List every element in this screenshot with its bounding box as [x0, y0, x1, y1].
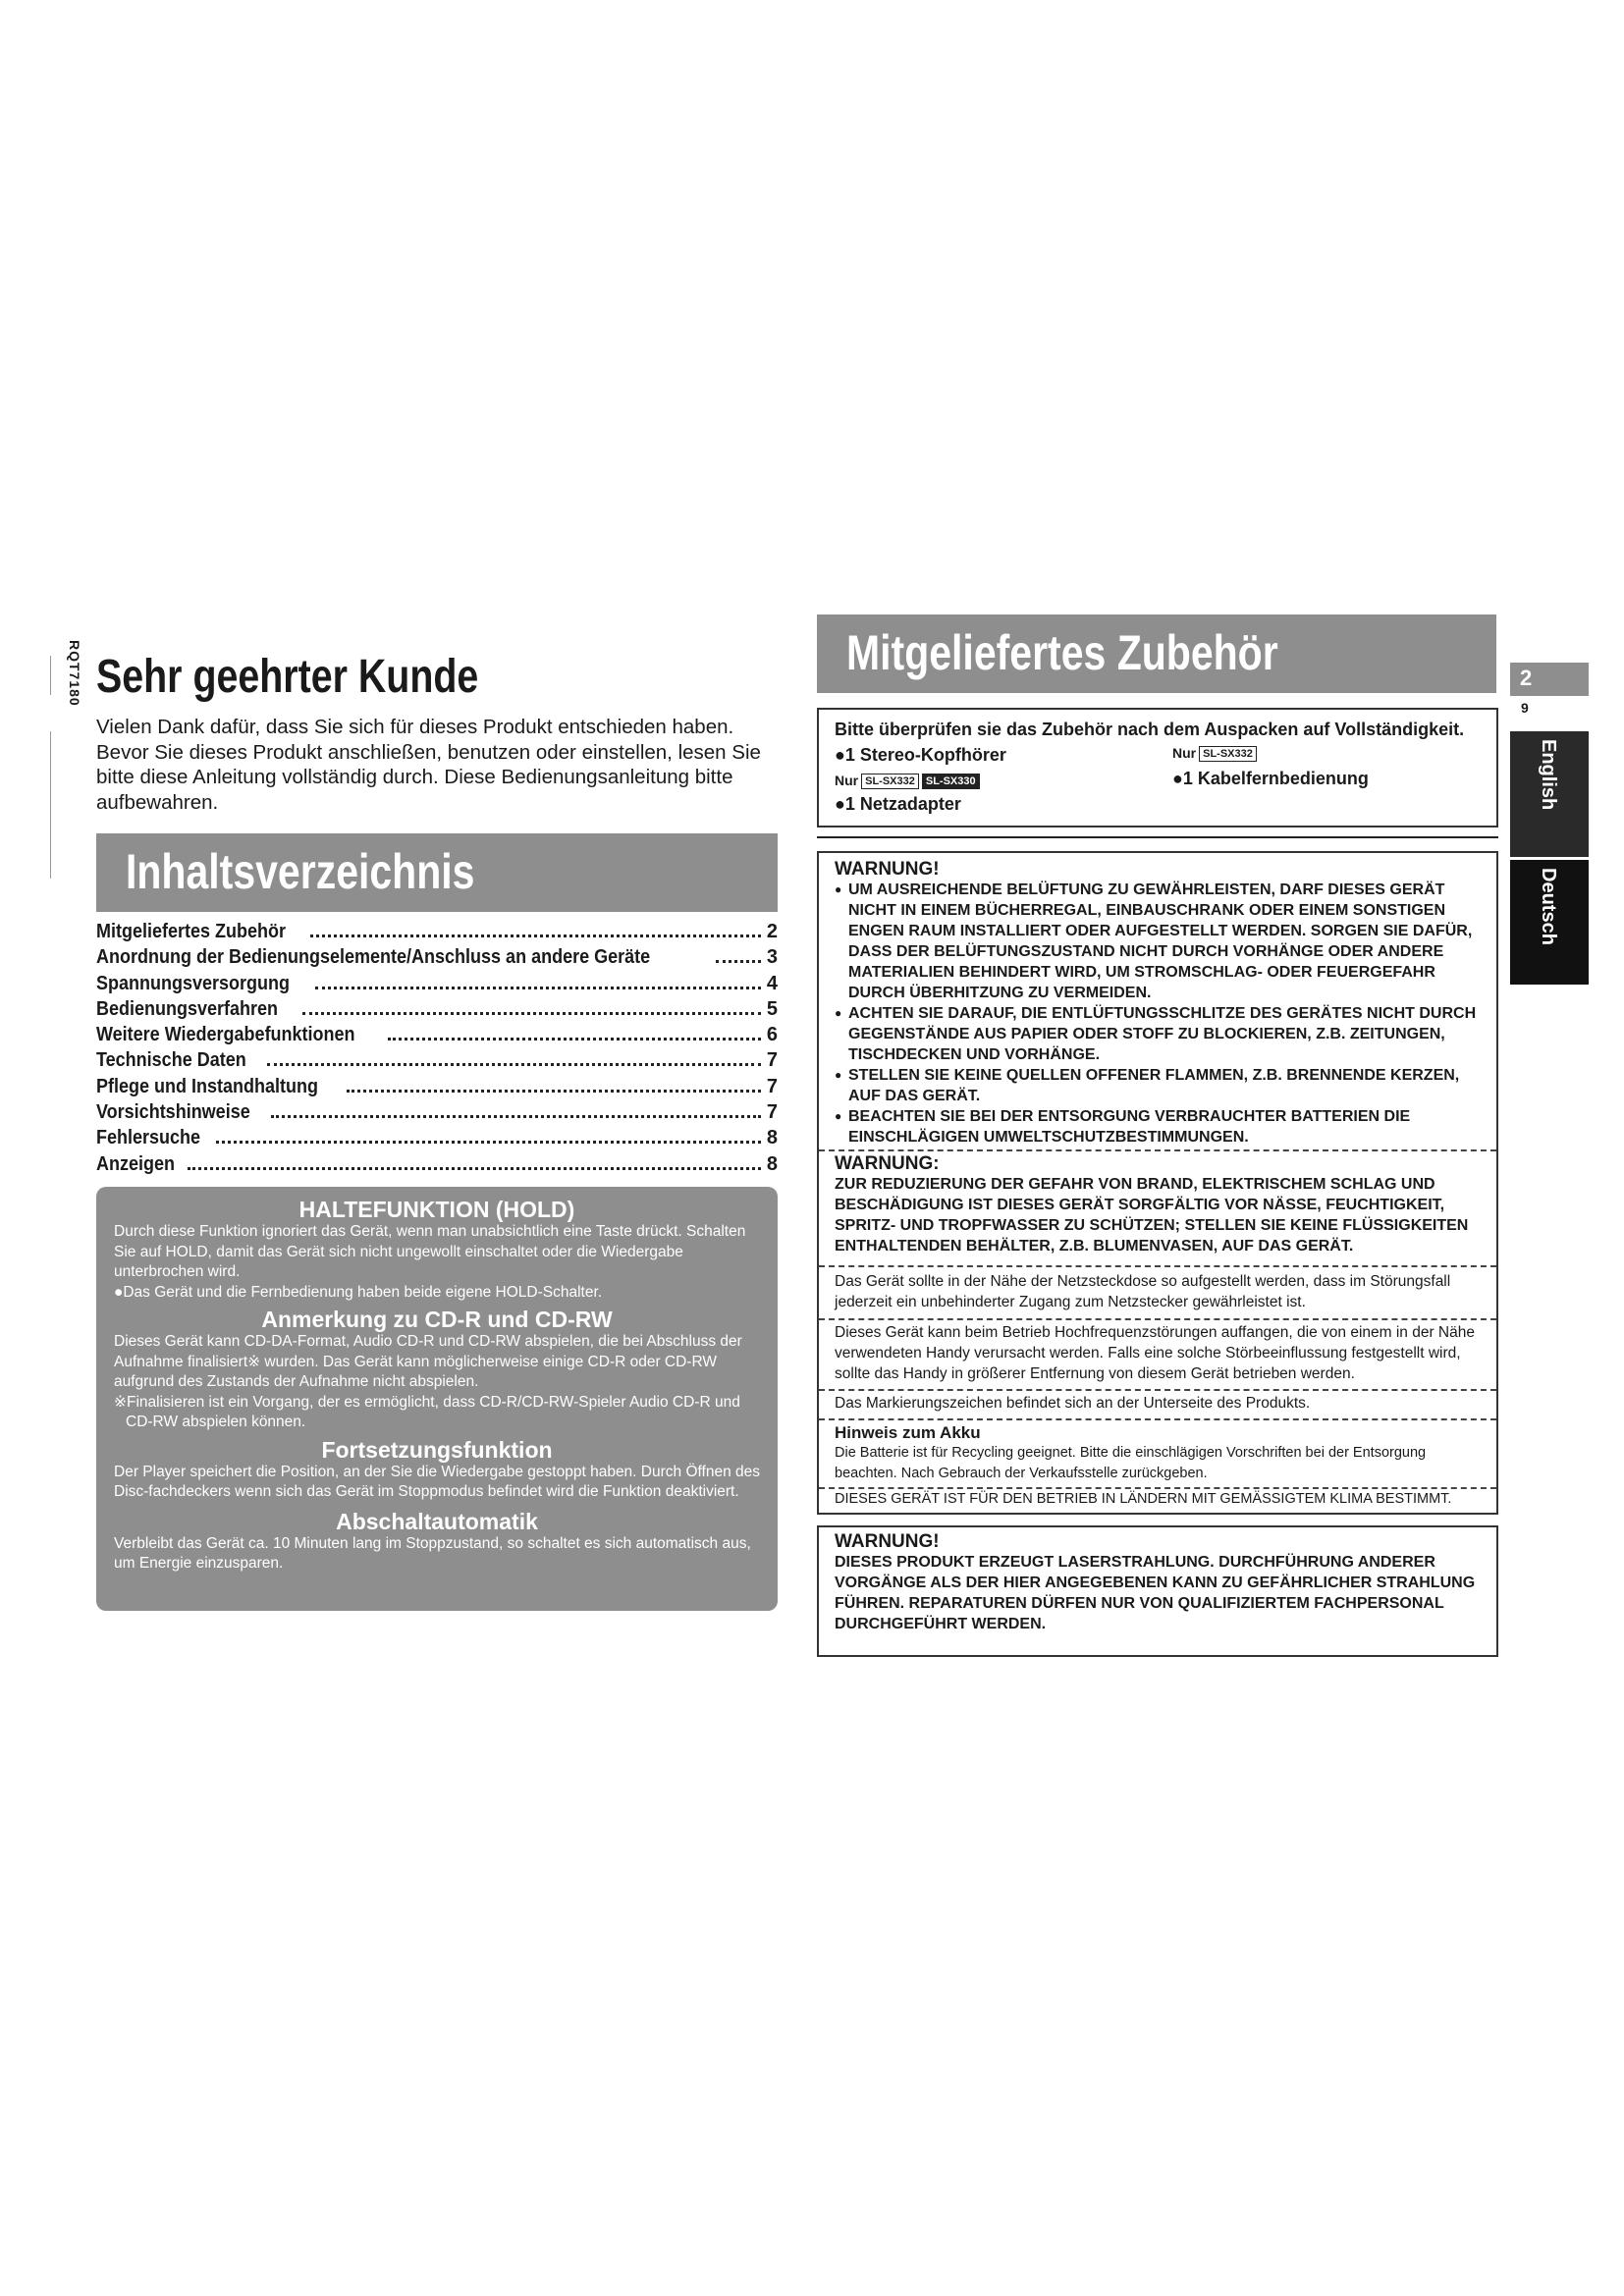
warning-item: ● STELLEN SIE KEINE QUELLEN OFFENER FLAMMEN, Z.B. BRENNENDE KERZEN, AUF DAS GERÄT.: [835, 1065, 1483, 1106]
toc-label: Spannungsversorgung: [96, 972, 291, 994]
toc-page: 8: [766, 1152, 778, 1175]
cdr-note: ※Finalisieren ist ein Vorgang, der es ermöglicht, dass CD-R/CD-RW-Spieler Audio CD-R und CD-RW abspielen können.: [114, 1393, 740, 1430]
warning-title: WARNUNG!: [835, 859, 940, 880]
toc-page: 3: [766, 946, 778, 969]
toc-row[interactable]: [96, 1024, 778, 1049]
toc-row[interactable]: [96, 1101, 778, 1127]
battery-text: Die Batterie ist für Recycling geeignet. Bitte die einschlägigen Vorschriften bei der Entsorgung beachten. Nach Gebrauch der Verkaufsstelle zurückgeben.: [835, 1445, 1427, 1481]
resume-title: Fortsetzungsfunktion: [321, 1436, 553, 1463]
warning-item: ● BEACHTEN SIE BEI DER ENTSORGUNG VERBRAUCHTER BATTERIEN DIE EINSCHLÄGIGEN UMWELTSCHUTZBESTIMMUNGEN.: [835, 1106, 1483, 1148]
page-number-tab: [1510, 663, 1589, 696]
warning-section-ventilation: [819, 859, 1496, 1151]
accessories-banner: [817, 614, 1496, 693]
document-code: RQT7180: [67, 640, 82, 707]
greeting-text: Vielen Dank dafür, dass Sie sich für dieses Produkt entschieden haben. Bevor Sie dieses Produkt anschließen, benutzen oder einstellen, lesen Sie bitte diese Anleitung vollständig durch. Diese Bedienungsanleitung bitte aufbewahren.: [96, 716, 761, 814]
tab-english[interactable]: [1510, 731, 1589, 857]
toc-banner: [96, 833, 778, 912]
warning-section-moisture: [819, 1153, 1496, 1267]
warning-title: WARNUNG:: [835, 1153, 940, 1174]
toc-page: 2: [766, 921, 778, 942]
toc-label: Vorsichtshinweise: [96, 1101, 250, 1124]
tab-deutsch[interactable]: [1510, 860, 1589, 985]
warning-item: ● ACHTEN SIE DARAUF, DIE ENTLÜFTUNGSSCHLITZE DES GERÄTES NICHT DURCH GEGENSTÄNDE AUS PAPIER ODER STOFF ZU BLOCKIEREN, Z.B. ZEITUNGEN, TISCHDECKEN UND VORHÄNGE.: [835, 1003, 1483, 1065]
battery-note: [819, 1422, 1496, 1489]
cdr-text: Dieses Gerät kann CD-DA-Format, Audio CD-R und CD-RW abspielen, die bei Abschluss der Aufnahme finalisiert※ wurden. Das Gerät kann möglicherweise einige CD-R oder CD-RW aufgrund des Zustands der Aufnahme nicht abspielen.: [114, 1333, 742, 1390]
page-number: 2: [1520, 666, 1533, 690]
table-of-contents: [96, 921, 778, 1179]
toc-label: Weitere Wiedergabefunktionen: [96, 1024, 355, 1046]
warning-text: ZUR REDUZIERUNG DER GEFAHR VON BRAND, ELEKTRISCHEM SCHLAG UND BESCHÄDIGUNG IST DIESES GERÄT SORGFÄLTIG VOR NÄSSE, FEUCHTIGKEIT, SPRITZ- UND TROPFWASSER ZU SCHÜTZEN; STELLEN SIE KEINE FLÜSSIGKEITEN ENTHALTENDEN BEHÄLTER, Z.B. BLUMENVASEN, AUF DAS GERÄT.: [835, 1176, 1469, 1255]
toc-row[interactable]: [96, 973, 778, 998]
toc-label: Mitgeliefertes Zubehör: [96, 921, 287, 942]
toc-label: Bedienungsverfahren: [96, 997, 279, 1020]
accessories-box: [817, 708, 1498, 828]
model-badge: SL-SX332: [861, 774, 919, 789]
note-text: Dieses Gerät kann beim Betrieb Hochfrequenzstörungen auffangen, die von einem in der Nähe verwendeten Handy verursacht werden. Falls eine solche Störbeeinflussung festgestellt wird, sollte das Handy in größerer Entfernung von diesem Gerät betrieben werden.: [835, 1324, 1475, 1382]
laser-warning-box: [817, 1525, 1498, 1657]
resume-text: Der Player speichert die Position, an der Sie die Wiedergabe gestoppt haben. Durch Öffnen des Disc-fachdeckers wenn sich das Gerät im Stoppmodus befindet wird die Funktion deaktiviert.: [114, 1463, 760, 1500]
toc-label: Pflege und Instandhaltung: [96, 1075, 318, 1097]
warning-item: ● UM AUSREICHENDE BELÜFTUNG ZU GEWÄHRLEISTEN, DARF DIESES GERÄT NICHT IN EINEM BÜCHERREGAL, EINBAUSCHRANK ODER EINEM SONSTIGEN ENGEN RAUM INSTALLIERT ODER AUFGESTELLT WERDEN. SORGEN SIE DAFÜR, DASS DER BELÜFTUNGSZUSTAND NICHT DURCH VORHÄNGE ODER ANDERE MATERIALIEN BEHINDERT WIRD, UM STROMSCHLAG- ODER FEUERGEFAHR DURCH ÜBERHITZUNG ZU VERMEIDEN.: [835, 880, 1483, 1003]
accessory-headphones: ●1 Stereo-Kopfhörer: [835, 745, 1006, 765]
climate-note: [819, 1489, 1496, 1510]
note-marking: [819, 1393, 1496, 1420]
warnings-box: [817, 851, 1498, 1515]
hold-note: ●Das Gerät und die Fernbedienung haben beide eigene HOLD-Schalter.: [114, 1283, 603, 1301]
page-sub-number: 9: [1521, 700, 1529, 716]
model-note: Nur SL-SX332 SL-SX330: [835, 773, 980, 789]
auto-off-text: Verbleibt das Gerät ca. 10 Minuten lang im Stoppzustand, so schaltet es sich automatisch aus, um Energie einzusparen.: [114, 1534, 751, 1572]
toc-label: Fehlersuche: [96, 1127, 201, 1149]
note-text: Das Gerät sollte in der Nähe der Netzsteckdose so aufgestellt werden, dass im Störungsfall jederzeit ein unbehinderter Zugang zum Netzstecker gewährleistet ist.: [835, 1273, 1451, 1310]
toc-label: Anordnung der Bedienungselemente/Anschluss an andere Geräte: [96, 946, 651, 969]
auto-off-title: Abschaltautomatik: [336, 1508, 538, 1534]
toc-page: 4: [766, 972, 778, 994]
toc-label: Technische Daten: [96, 1049, 246, 1072]
toc-page: 7: [766, 1075, 778, 1097]
accessories-title: Mitgeliefertes Zubehör: [846, 625, 1278, 680]
laser-title: WARNUNG!: [835, 1531, 940, 1552]
accessory-adapter: ●1 Netzadapter: [835, 794, 961, 814]
model-note: Nur SL-SX332: [1172, 745, 1257, 762]
model-badge: SL-SX330: [922, 774, 980, 789]
greeting-title: Sehr geehrter Kunde: [96, 651, 479, 703]
margin-line: [50, 656, 51, 695]
toc-page: 7: [766, 1049, 778, 1072]
cdr-title: Anmerkung zu CD-R und CD-RW: [261, 1307, 613, 1332]
toc-page: 8: [766, 1127, 778, 1149]
tab-label: Deutsch: [1538, 868, 1559, 945]
warning-list: [819, 880, 1496, 1148]
toc-row[interactable]: [96, 921, 778, 946]
margin-line: [50, 731, 51, 879]
toc-row[interactable]: [96, 1076, 778, 1101]
toc-row[interactable]: [96, 1049, 778, 1075]
toc-page: 7: [766, 1101, 778, 1124]
laser-text: DIESES PRODUKT ERZEUGT LASERSTRAHLUNG. DURCHFÜHRUNG ANDERER VORGÄNGE ALS DER HIER ANGEGEBENEN KANN ZU GEFÄHRLICHER STRAHLUNG FÜHREN. REPARATUREN DÜRFEN NUR VON QUALIFIZIERTEM FACHPERSONAL DURCHGEFÜHRT WERDEN.: [835, 1554, 1476, 1632]
hold-title: HALTEFUNKTION (HOLD): [298, 1197, 575, 1222]
hold-text: Durch diese Funktion ignoriert das Gerät, wenn man unabsichtlich eine Taste drückt. Schalten Sie auf HOLD, damit das Gerät sich nicht ungewollt einschaltet oder die Wiedergabe unterbrochen wird.: [114, 1223, 746, 1280]
toc-page: 6: [766, 1024, 778, 1046]
toc-row[interactable]: [96, 946, 778, 972]
function-info-box: [96, 1187, 778, 1611]
accessories-intro: Bitte überprüfen sie das Zubehör nach dem Auspacken auf Vollständigkeit.: [835, 720, 1465, 739]
battery-title: Hinweis zum Akku: [835, 1423, 981, 1442]
toc-label: Anzeigen: [96, 1152, 176, 1175]
toc-row[interactable]: [96, 1127, 778, 1152]
climate-text: DIESES GERÄT IST FÜR DEN BETRIEB IN LÄNDERN MIT GEMÄSSIGTEM KLIMA BESTIMMT.: [835, 1491, 1452, 1507]
model-badge: SL-SX332: [1199, 746, 1257, 762]
note-text: Das Markierungszeichen befindet sich an der Unterseite des Produkts.: [835, 1395, 1311, 1412]
accessory-remote: ●1 Kabelfernbedienung: [1172, 769, 1369, 788]
note-mobile-phone: [819, 1322, 1496, 1391]
toc-title: Inhaltsverzeichnis: [126, 844, 475, 899]
toc-page: 5: [766, 997, 778, 1020]
divider: [817, 836, 1498, 838]
toc-row[interactable]: [96, 998, 778, 1024]
toc-row[interactable]: [96, 1153, 778, 1179]
note-power-plug: [819, 1271, 1496, 1320]
tab-label: English: [1538, 739, 1559, 811]
